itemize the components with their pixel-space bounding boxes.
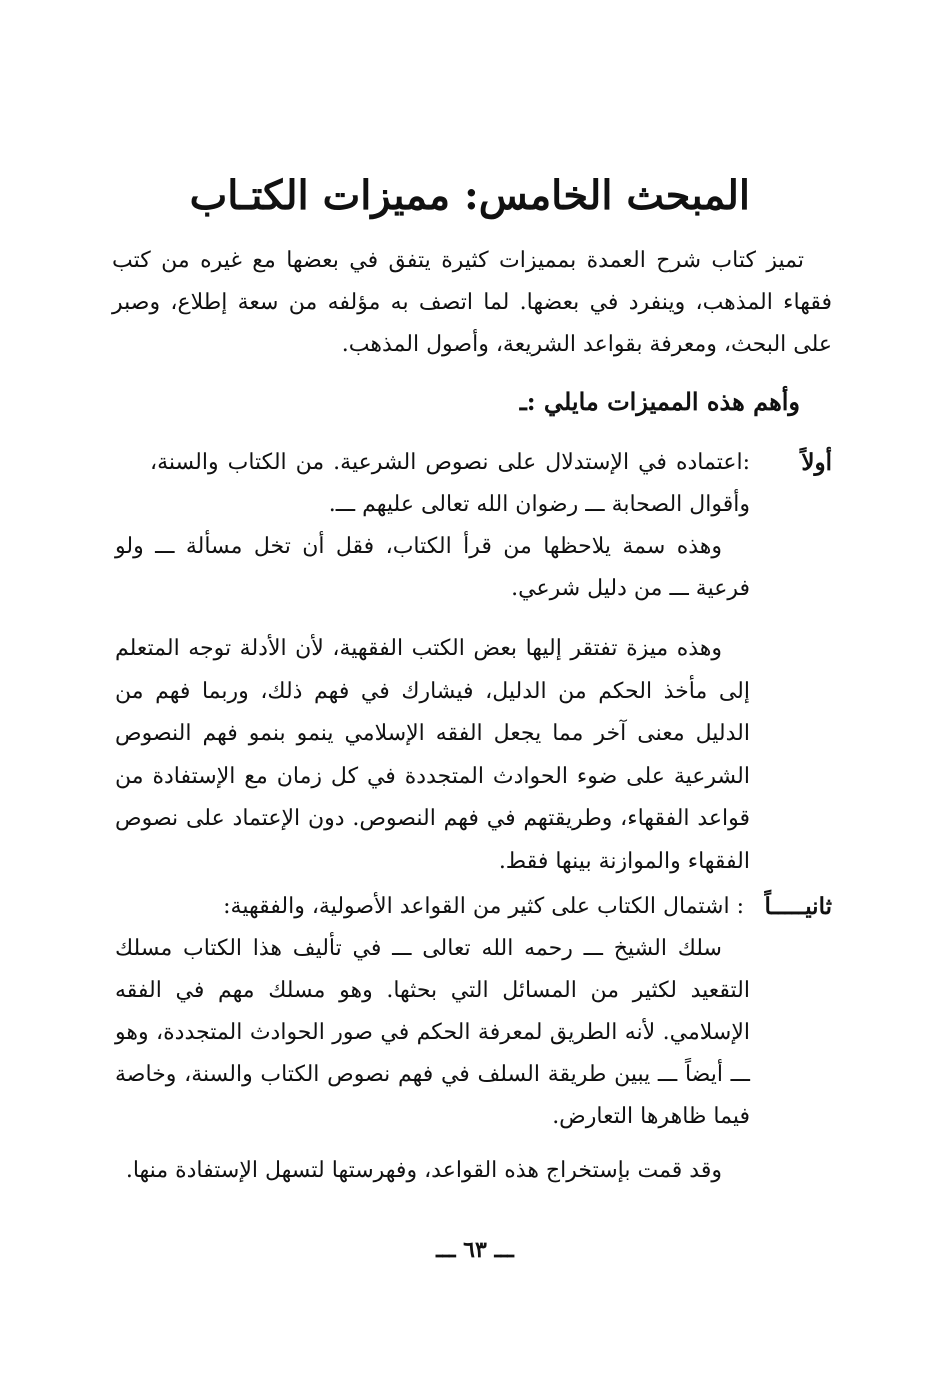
item-text-second: : اشتمال الكتاب على كثير من القواعد الأصولية، والفقهية: xyxy=(223,894,744,919)
item-text-first: :اعتماده في الإستدلال على نصوص الشرعية. من الكتاب والسنة، وأقوال الصحابة ـــ رضوان الله تعالى عليهم ـــ. xyxy=(150,450,750,517)
page-number: ـــ ٦٣ ـــ xyxy=(436,1237,514,1263)
item2-paragraph-1-text: سلك الشيخ ـــ رحمه الله تعالى ـــ في تأليف هذا الكتاب مسلك التقعيد لكثير من المسائل التي بحثها. وهو مسلك مهم في الفقه الإسلامي. لأنه الطريق لمعرفة الحكم في صور الحوادث المتجددة، وهو ـــ أيضاً ـــ يبين طريقة السلف في فهم نصوص الكتاب والسنة، وخاصة فيما ظاهرها التعارض. xyxy=(115,936,750,1129)
intro-text: تميز كتاب شرح العمدة بمميزات كثيرة يتفق في بعضها مع غيره من كتب فقهاء المذهب، وينفرد في بعضها. لما اتصف به مؤلفه من سعة إطلاع، وصبر على البحث، ومعرفة بقواعد الشريعة، وأصول المذهب. xyxy=(112,248,832,357)
item2-paragraph-2 xyxy=(115,1150,750,1192)
item-label-second: ثانيـــــاً xyxy=(764,893,832,920)
item1-paragraph-2 xyxy=(115,628,750,883)
intro-paragraph xyxy=(112,240,832,366)
item1-paragraph-2-text: وهذه ميزة تفتقر إليها بعض الكتب الفقهية، لأن الأدلة توجه المتعلم إلى مأخذ الحكم من الدليل، فيشارك في فهم ذلك، وربما فهم من الدليل معنى آخر مما يجعل الفقه الإسلامي ينمو بنمو فهم النصوص الشرعية على ضوء الحوادث المتجددة في كل زمان مع الإستفادة من قواعد الفقهاء، وطريقتهم في فهم النصوص. دون الإعتماد على نصوص الفقهاء والموازنة بينها فقط. xyxy=(115,636,750,874)
section-title: المبحث الخامس: مميزات الكتـاب xyxy=(189,172,750,219)
item1-paragraph-1-text: وهذه سمة يلاحظها من قرأ الكتاب، فقل أن تخل مسألة ـــ ولو فرعية ـــ من دليل شرعي. xyxy=(115,534,750,601)
item1-paragraph-1 xyxy=(115,526,750,610)
item-label-first: أولاً xyxy=(801,449,832,476)
features-subheading: وأهم هذه المميزات مايلي :ـ xyxy=(519,387,800,416)
item2-paragraph-2-text: وقد قمت بإستخراج هذه القواعد، وفهرستها لتسهل الإستفادة منها. xyxy=(125,1158,722,1183)
item2-paragraph-1 xyxy=(115,928,750,1138)
